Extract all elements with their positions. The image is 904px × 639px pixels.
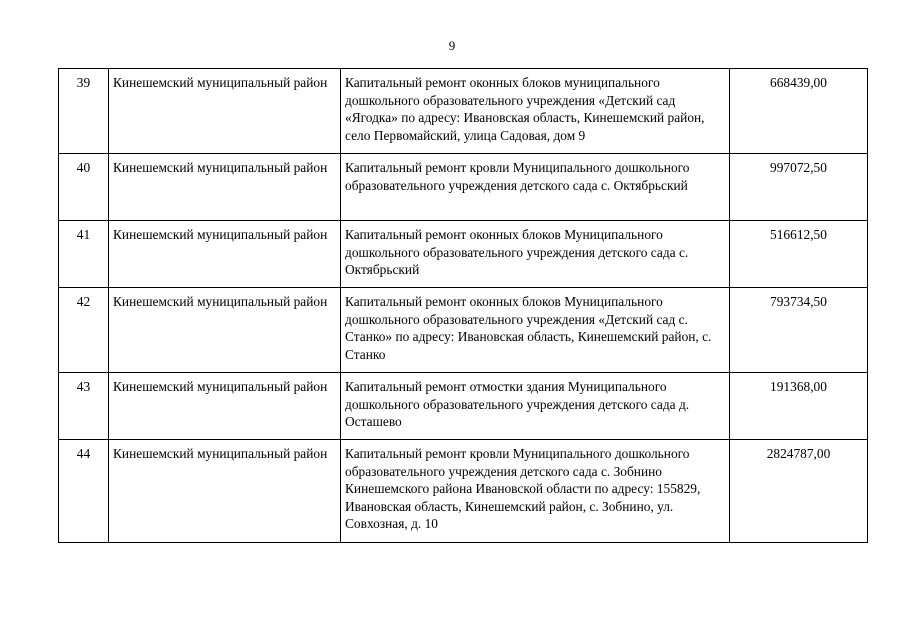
page-number: 9 [448, 38, 456, 53]
description-cell: Капитальный ремонт оконных блоков Муниципального дошкольного образовательного учреждения «Детский сад с. Станко» по адресу: Ивановская область, Кинешемский район, с. Станко [341, 288, 730, 373]
amount-cell: 997072,50 [730, 154, 868, 221]
table-row [59, 373, 868, 440]
repair-funding-table [58, 68, 868, 543]
amount-cell: 516612,50 [730, 221, 868, 288]
amount-cell: 668439,00 [730, 69, 868, 154]
district-cell: Кинешемский муниципальный район [109, 373, 341, 440]
amount-cell: 793734,50 [730, 288, 868, 373]
district-cell: Кинешемский муниципальный район [109, 154, 341, 221]
amount-cell: 2824787,00 [730, 440, 868, 543]
row-number: 40 [59, 154, 109, 221]
table-row [59, 69, 868, 154]
row-number: 39 [59, 69, 109, 154]
table-row [59, 221, 868, 288]
row-number: 43 [59, 373, 109, 440]
row-number: 42 [59, 288, 109, 373]
description-cell: Капитальный ремонт отмостки здания Муниципального дошкольного образовательного учреждения детского сада д. Осташево [341, 373, 730, 440]
district-cell: Кинешемский муниципальный район [109, 221, 341, 288]
description-cell: Капитальный ремонт кровли Муниципального дошкольного образовательного учреждения детского сада с. Зобнино Кинешемского района Ивановской области по адресу: 155829, Ивановская область, Кинешемский район, с. Зобнино, ул. Совхозная, д. 10 [341, 440, 730, 543]
amount-cell: 191368,00 [730, 373, 868, 440]
table-row [59, 440, 868, 543]
row-number: 41 [59, 221, 109, 288]
description-cell: Капитальный ремонт кровли Муниципального дошкольного образовательного учреждения детского сада с. Октябрьский [341, 154, 730, 221]
row-number: 44 [59, 440, 109, 543]
description-cell: Капитальный ремонт оконных блоков муниципального дошкольного образовательного учреждения «Детский сад «Ягодка» по адресу: Ивановская область, Кинешемский район, село Первомайский, улица Садовая, дом 9 [341, 69, 730, 154]
table-row [59, 288, 868, 373]
district-cell: Кинешемский муниципальный район [109, 69, 341, 154]
district-cell: Кинешемский муниципальный район [109, 440, 341, 543]
description-cell: Капитальный ремонт оконных блоков Муниципального дошкольного образовательного учреждения детского сада с. Октябрьский [341, 221, 730, 288]
district-cell: Кинешемский муниципальный район [109, 288, 341, 373]
table-row [59, 154, 868, 221]
